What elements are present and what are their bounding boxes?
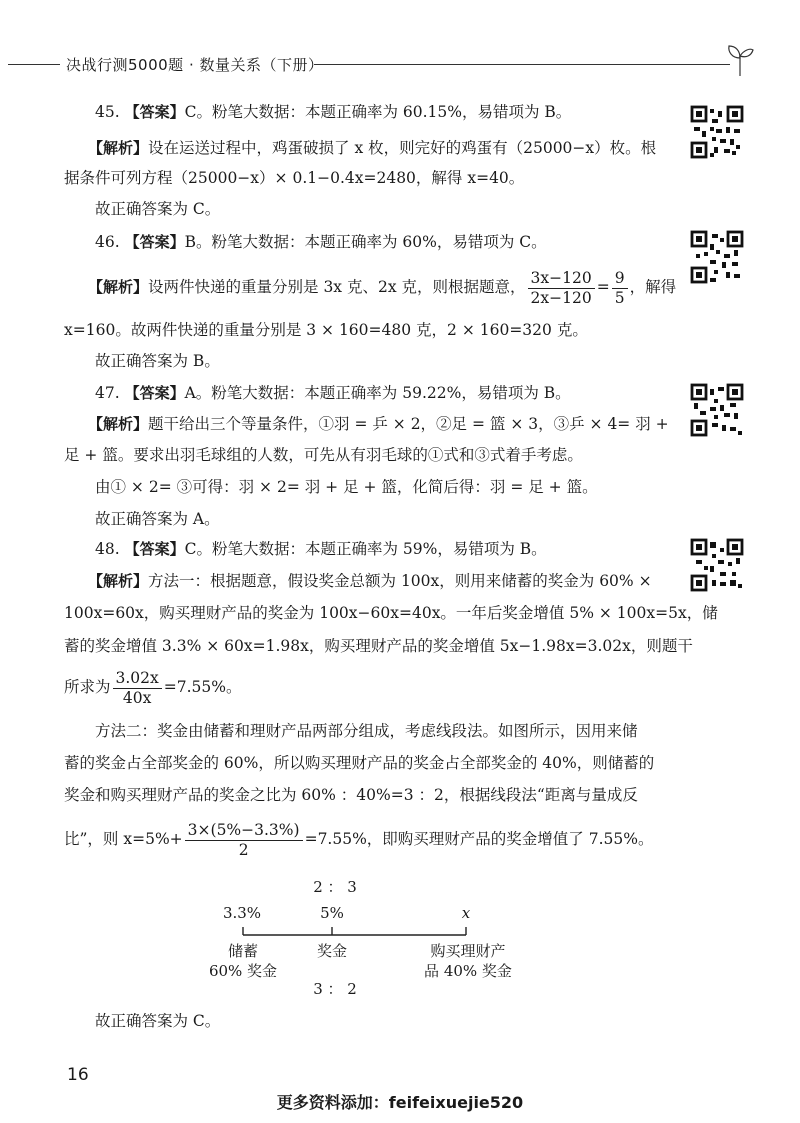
q48-method2-line4: 比”，则 x=5%+ $\frac{3\times(5\%-3.3\%)}{2}$ =7.55%，即购买理财产品的奖金增值了 7.55%。 bbox=[64, 820, 654, 859]
q48-method1-line1: 【解析】方法一：根据题意，假设奖金总额为 100x，则用来储蓄的奖金为 60% × bbox=[88, 572, 652, 590]
line-segment-diagram bbox=[200, 872, 520, 1002]
running-header bbox=[0, 52, 800, 76]
q47-conclusion: 故正确答案为 A。 bbox=[95, 510, 220, 528]
header-rule-left bbox=[8, 64, 60, 65]
page-number: 16 bbox=[67, 1065, 89, 1085]
q46-conclusion: 故正确答案为 B。 bbox=[95, 352, 220, 370]
qr-code-icon bbox=[690, 538, 744, 592]
q47-analysis-line2: 足 + 篮。要求出羽毛球组的人数，可先从有羽毛球的①式和③式着手考虑。 bbox=[64, 446, 583, 464]
header-rule-right bbox=[314, 64, 730, 65]
q47-analysis-line3: 由① × 2= ③可得：羽 × 2= 羽 + 足 + 篮，化简后得：羽 = 足 + 篮。 bbox=[95, 478, 598, 496]
diagram-right-value: x bbox=[461, 904, 471, 922]
q45-analysis-line1: 【解析】设在运送过程中，鸡蛋破损了 x 枚，则完好的鸡蛋有（25000−x）枚。根 bbox=[88, 139, 657, 157]
diagram-bottom-ratio: 3 ： 2 bbox=[313, 980, 357, 998]
q48-method2-line1: 方法二：奖金由储蓄和理财产品两部分组成，考虑线段法。如图所示，因用来储 bbox=[95, 722, 638, 740]
q46-answer: 46. 【答案】B。粉笔大数据：本题正确率为 60%，易错项为 C。 bbox=[95, 233, 547, 251]
q48-fraction-method2: $\frac{3\times(5\%-3.3\%)}{2}$ bbox=[185, 821, 303, 860]
qr-code-icon bbox=[690, 230, 744, 284]
q48-method1-line3: 蓄的奖金增值 3.3% × 60x=1.98x，购买理财产品的奖金增值 5x−1.98x=3.02x，则题干 bbox=[64, 637, 693, 655]
diagram-left-name-1: 储蓄 bbox=[227, 942, 258, 960]
q48-method1-line4: 所求为 $\frac{3.02x}{40x}$ =7.55%。 bbox=[64, 668, 242, 707]
q48-conclusion: 故正确答案为 C。 bbox=[95, 1012, 221, 1030]
diagram-left-value: 3.3% bbox=[222, 904, 262, 922]
qr-code-icon bbox=[690, 105, 744, 159]
footer-note: 更多资料添加：feifeixuejie520 bbox=[276, 1093, 524, 1112]
diagram-top-ratio: 2 ： 3 bbox=[313, 878, 357, 896]
qr-code-icon bbox=[690, 383, 744, 437]
q46-fraction-result: $\frac{9}{5}$ bbox=[612, 269, 628, 308]
diagram-mid-value: 5% bbox=[320, 904, 344, 922]
q48-answer: 48. 【答案】C。粉笔大数据：本题正确率为 59%，易错项为 B。 bbox=[95, 540, 547, 558]
q46-analysis-line2: x=160。故两件快递的重量分别是 3 × 160=480 克，2 × 160=320 克。 bbox=[64, 321, 588, 339]
diagram-left-name-2: 60% 奖金 bbox=[208, 962, 278, 980]
diagram-right-name-2: 品 40% 奖金 bbox=[424, 962, 512, 980]
q47-analysis-line1: 【解析】题干给出三个等量条件，①羽 = 乒 × 2，②足 = 篮 × 3，③乒 × 4= 羽 + bbox=[88, 415, 669, 433]
q46-analysis-line1: 【解析】设两件快递的重量分别是 3x 克、2x 克，则根据题意， $\frac{3x-120}{2x-120}$ = $\frac{9}{5}$ ，解得 bbox=[88, 268, 677, 307]
q45-analysis-line2: 据条件可列方程（25000−x）× 0.1−0.4x=2480，解得 x=40。 bbox=[64, 169, 525, 187]
q45-conclusion: 故正确答案为 C。 bbox=[95, 200, 221, 218]
q48-method1-line2: 100x=60x，购买理财产品的奖金为 100x−60x=40x。一年后奖金增值 5% × 100x=5x，储 bbox=[64, 604, 718, 622]
diagram-mid-name: 奖金 bbox=[316, 942, 347, 960]
diagram-right-name-1: 购买理财产 bbox=[430, 942, 506, 960]
q46-fraction: $\frac{3x-120}{2x-120}$ bbox=[528, 269, 595, 308]
q48-method2-line3: 奖金和购买理财产品的奖金之比为 60% ：40%=3 ：2，根据线段法“距离与量成反 bbox=[64, 786, 638, 804]
q47-answer: 47. 【答案】A。粉笔大数据：本题正确率为 59.22%，易错项为 B。 bbox=[95, 384, 571, 402]
diagram-segment-line bbox=[200, 922, 520, 942]
q48-method2-line2: 蓄的奖金占全部奖金的 60%，所以购买理财产品的奖金占全部奖金的 40%，则储蓄的 bbox=[64, 754, 655, 772]
q48-fraction: $\frac{3.02x}{40x}$ bbox=[113, 669, 162, 708]
sprout-icon bbox=[726, 38, 754, 78]
book-title: 决战行测5000题 · 数量关系（下册） bbox=[66, 56, 324, 74]
q45-answer: 45. 【答案】C。粉笔大数据：本题正确率为 60.15%，易错项为 B。 bbox=[95, 103, 572, 121]
